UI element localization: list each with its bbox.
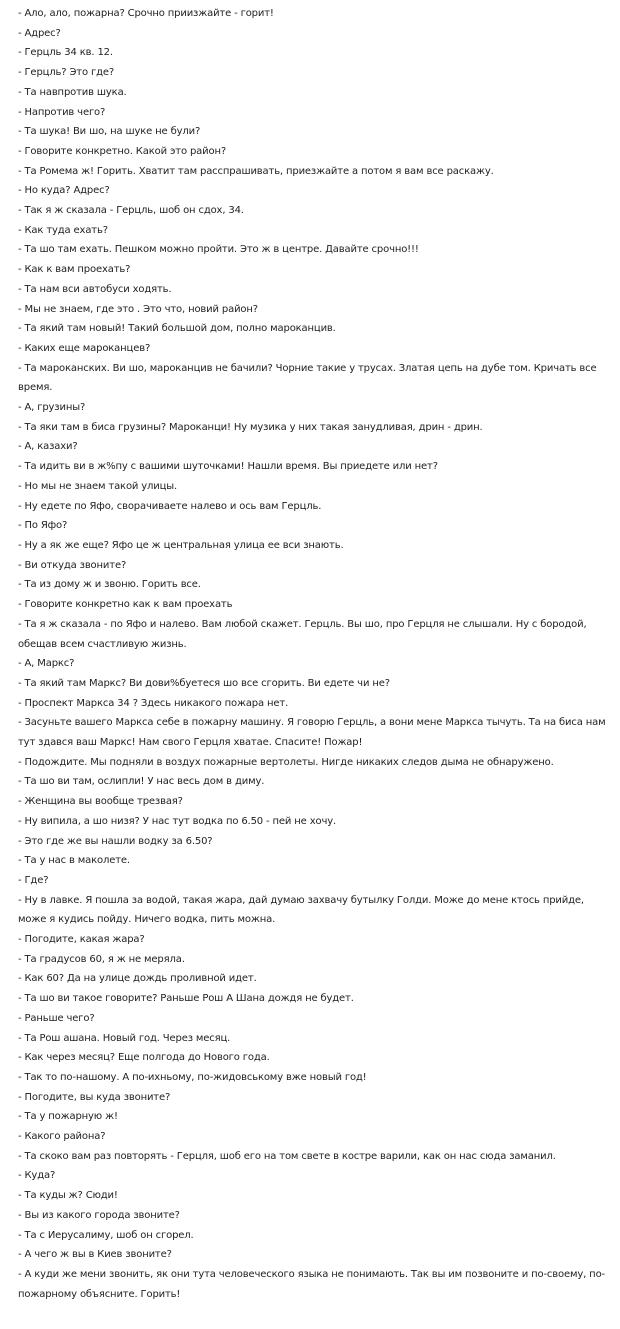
dialogue-line: - А чего ж вы в Киев звоните?	[18, 1249, 172, 1261]
dialogue-line: - Говорите конкретно как к вам проехать	[18, 599, 233, 611]
dialogue-line: - Мы не знаем, где это . Это что, новий район?	[18, 303, 258, 315]
dialogue-line: - Но мы не знаем такой улицы.	[18, 480, 178, 492]
dialogue-line: - Но куда? Адрес?	[18, 185, 110, 197]
dialogue-line: - Где?	[18, 874, 49, 886]
dialogue-line: - Проспект Маркса 34 ? Здесь никакого пожара нет.	[18, 697, 289, 709]
dialogue-line: - Это где же вы нашли водку за 6.50?	[18, 835, 213, 847]
dialogue-line: - Та мароканских. Ви шо, мароканцив не бачили? Чорние такие у трусах. Златая цепь на дубе том. Кричать все время.	[18, 362, 597, 394]
dialogue-line: - Ало, ало, пожарна? Срочно приизжайте - горит!	[18, 8, 274, 19]
dialogue-line: - Ну випила, а шо низя? У нас тут водка по 6.50 - пей не хочу.	[18, 815, 337, 827]
dialogue-line: - Говорите конкретно. Какой это район?	[18, 145, 227, 157]
dialogue-line: - Погодите, какая жара?	[18, 934, 145, 946]
dialogue-line: - Засуньте вашего Маркса себе в пожарну машину. Я говорю Герцль, а вони мене Маркса тычуть. Та на биса нам тут здався ваш Маркс! Нам свого Герцля хватае. Спасите! Пожар!	[18, 717, 606, 749]
dialogue-line: - Куда?	[18, 1170, 56, 1182]
dialogue-line: - Та шо там ехать. Пешком можно пройти. Это ж в центре. Давайте срочно!!!	[18, 244, 419, 256]
dialogue-line: - Та из дому ж и звоню. Горить все.	[18, 579, 201, 591]
dialogue-line: - По Яфо?	[18, 520, 68, 532]
dialogue-line: - Как 60? Да на улице дождь проливной идет.	[18, 973, 257, 985]
dialogue-line: - Адрес?	[18, 27, 61, 39]
dialogue-line: - Так то по-нашому. А по-ихньому, по-жидовському вже новый год!	[18, 1071, 367, 1083]
dialogue-line: - Ну в лавке. Я пошла за водой, такая жара, дай думаю захвачу бутылку Голди. Може до мене ктось прийде, може я кудись пойду. Ничего водка, пить можна.	[18, 894, 584, 926]
dialogue-line: - Та с Иерусалиму, шоб он сгорел.	[18, 1229, 194, 1241]
dialogue-line: - Та у нас в маколете.	[18, 855, 130, 867]
dialogue-line: - Подождите. Мы подняли в воздух пожарные вертолеты. Нигде никаких следов дыма не обнаружено.	[18, 756, 554, 768]
dialogue-line: - Та я ж сказала - по Яфо и налево. Вам любой скажет. Герцль. Вы шо, про Герцля не слышали. Ну с бородой, обещав всем счастливую жизнь.	[18, 618, 587, 650]
dialogue-line: - А куди же мени звонить, як они тута человеческого языка не понимають. Так вы им позвоните и по-своему, по-пожарному объясните. Горить!	[18, 1269, 605, 1300]
dialogue-line: - Та який там новый! Такий большой дом, полно мароканцив.	[18, 323, 336, 335]
dialogue-line: - Так я ж сказала - Герцль, шоб он сдох, 34.	[18, 205, 244, 217]
dialogue-line: - Та шука! Ви шо, на шуке не були?	[18, 126, 201, 138]
dialogue-line: - Та яки там в биса грузины? Мароканци! Ну музика у них такая занудливая, дрин - дрин.	[18, 421, 483, 433]
dialogue-line: - Как к вам проехать?	[18, 264, 131, 276]
dialogue-line: - Ну едете по Яфо, сворачиваете налево и ось вам Герцль.	[18, 500, 322, 512]
dialogue-line: - Та нам вси автобуси ходять.	[18, 283, 172, 295]
dialogue-line: - Как туда ехать?	[18, 224, 108, 236]
dialogue-line: - Каких еще мароканцев?	[18, 342, 151, 354]
dialogue-line: - А, грузины?	[18, 402, 86, 414]
dialogue-line: - Та идить ви в ж%пу с вашими шуточками! Нашли время. Вы приедете или нет?	[18, 461, 438, 473]
dialogue-line: - Та навпротив шука.	[18, 86, 127, 98]
dialogue-line: - Женщина вы вообще трезвая?	[18, 796, 183, 808]
dialogue-line: - А, Маркс?	[18, 658, 75, 670]
dialogue-line: - Какого района?	[18, 1131, 106, 1143]
dialogue-line: - Та шо ви там, ослипли! У нас весь дом в диму.	[18, 776, 265, 788]
dialogue-line: - Ну а як же еще? Яфо це ж центральная улица ее вси знають.	[18, 539, 344, 551]
dialogue-line: - Погодите, вы куда звоните?	[18, 1091, 171, 1103]
dialogue-line: - Та Ромема ж! Горить. Хватит там расспрашивать, приезжайте а потом я вам все раскажу.	[18, 165, 494, 177]
dialogue-line: - Раньше чего?	[18, 1012, 95, 1024]
dialogue-line: - Напротив чего?	[18, 106, 106, 118]
dialogue-line: - Вы из какого города звоните?	[18, 1209, 180, 1221]
dialogue-line: - Как через месяц? Еще полгода до Нового года.	[18, 1052, 270, 1064]
dialogue-line: - Та Рош ашана. Новый год. Через месяц.	[18, 1032, 231, 1044]
dialogue-line: - Та скоко вам раз повторять - Герцля, шоб его на том свете в костре варили, как он нас сюда заманил.	[18, 1150, 556, 1162]
dialogue-line: - А, казахи?	[18, 441, 78, 453]
dialogue-line: - Та куды ж? Сюди!	[18, 1190, 118, 1202]
dialogue-line: - Ви откуда звоните?	[18, 559, 127, 571]
dialogue-line: - Герцль 34 кв. 12.	[18, 47, 113, 59]
dialogue-line: - Та який там Маркс? Ви дови%буетеся шо все сгорить. Ви едете чи не?	[18, 677, 390, 689]
dialogue-line: - Та градусов 60, я ж не меряла.	[18, 953, 185, 965]
dialogue-line: - Герцль? Это где?	[18, 67, 114, 79]
dialogue-line: - Та у пожарную ж!	[18, 1111, 118, 1123]
dialogue-line: - Та шо ви такое говорите? Раньше Рош А Шана дождя не будет.	[18, 993, 354, 1005]
